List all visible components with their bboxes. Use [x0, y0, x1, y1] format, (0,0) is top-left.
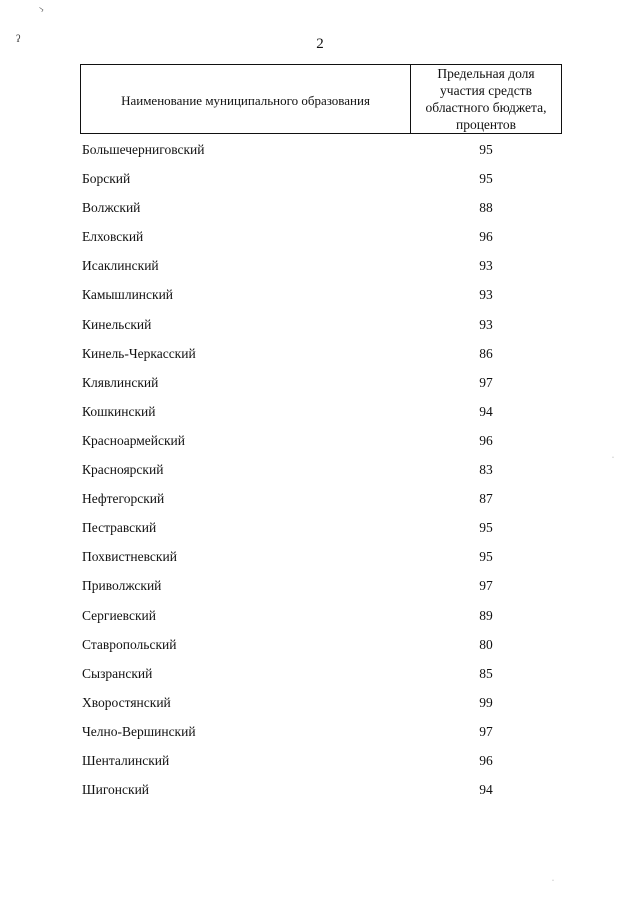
municipality-name: Сызранский — [82, 665, 153, 681]
column-header-share-line: процентов — [455, 117, 516, 132]
table-row — [80, 312, 562, 341]
scan-mark: ¬ — [35, 3, 47, 16]
municipality-name: Пестравский — [82, 520, 157, 536]
column-header-share-line: областного бюджета, — [425, 100, 547, 115]
table-row — [80, 777, 562, 806]
table-row — [80, 341, 562, 370]
column-header-name: Наименование муниципального образования — [81, 65, 411, 133]
share-value: 95 — [479, 520, 493, 536]
share-value: 83 — [479, 462, 493, 478]
table-row — [80, 515, 562, 544]
municipality-name: Нефтегорский — [82, 491, 165, 507]
scan-mark: ʔ — [16, 34, 21, 45]
share-value: 88 — [479, 200, 493, 216]
municipality-name: Елховский — [82, 229, 144, 245]
municipality-name: Кинельский — [82, 316, 152, 332]
municipality-name: Исаклинский — [82, 258, 159, 274]
table-row — [80, 544, 562, 573]
column-header-share — [411, 65, 561, 133]
table-row — [80, 399, 562, 428]
share-value: 95 — [479, 142, 493, 157]
share-value: 95 — [479, 171, 493, 187]
municipality-name: Красноармейский — [82, 432, 186, 448]
municipality-name: Красноярский — [82, 462, 164, 478]
table-row — [80, 457, 562, 486]
share-value: 93 — [479, 258, 493, 274]
share-value: 87 — [479, 491, 493, 507]
table-row — [80, 253, 562, 282]
table-row — [80, 632, 562, 661]
municipality-name: Кинель-Черкасский — [82, 345, 196, 361]
scan-mark: · — [552, 878, 554, 884]
municipality-name: Клявлинский — [82, 374, 159, 390]
municipality-name: Ставропольский — [82, 636, 177, 652]
scan-mark: · — [612, 455, 614, 461]
share-value: 80 — [479, 636, 493, 652]
municipality-name: Кошкинский — [82, 403, 156, 419]
column-header-share-line: Предельная доля — [437, 66, 535, 81]
share-value: 85 — [479, 665, 493, 681]
share-value: 93 — [479, 316, 493, 332]
municipality-name: Похвистневский — [82, 549, 177, 565]
municipality-name: Большечерниговский — [82, 142, 205, 157]
table-row — [80, 137, 562, 166]
municipality-name: Хворостянский — [82, 694, 171, 710]
municipality-name: Борский — [82, 171, 131, 187]
municipality-name: Приволжский — [82, 578, 162, 594]
municipality-name: Волжский — [82, 200, 141, 216]
table-row — [80, 224, 562, 253]
share-value: 95 — [479, 549, 493, 565]
share-value: 96 — [479, 229, 493, 245]
share-value: 97 — [479, 723, 493, 739]
municipality-name: Челно-Вершинский — [82, 723, 196, 739]
table-row — [80, 195, 562, 224]
table-row — [80, 486, 562, 515]
share-value: 89 — [479, 607, 493, 623]
municipality-name: Шенталинский — [82, 752, 170, 768]
table-row — [80, 661, 562, 690]
page-number: 2 — [316, 36, 324, 52]
table-row — [80, 282, 562, 311]
table-row — [80, 428, 562, 457]
share-value: 99 — [479, 694, 493, 710]
table-body — [80, 137, 562, 806]
share-value: 93 — [479, 287, 493, 303]
table-row — [80, 719, 562, 748]
municipality-name: Камышлинский — [82, 287, 174, 303]
share-value: 86 — [479, 345, 493, 361]
municipality-name: Сергиевский — [82, 607, 156, 623]
table-row — [80, 166, 562, 195]
table-row — [80, 370, 562, 399]
table-row — [80, 690, 562, 719]
share-value: 96 — [479, 432, 493, 448]
table-row — [80, 603, 562, 632]
table-row — [80, 748, 562, 777]
share-value: 97 — [479, 578, 493, 594]
share-value: 94 — [479, 403, 493, 419]
municipality-name: Шигонский — [82, 782, 150, 798]
table-row — [80, 573, 562, 602]
share-value: 96 — [479, 752, 493, 768]
share-value: 94 — [479, 782, 493, 798]
column-header-share-line: участия средств — [440, 83, 532, 98]
share-value: 97 — [479, 374, 493, 390]
table-header — [80, 64, 562, 134]
